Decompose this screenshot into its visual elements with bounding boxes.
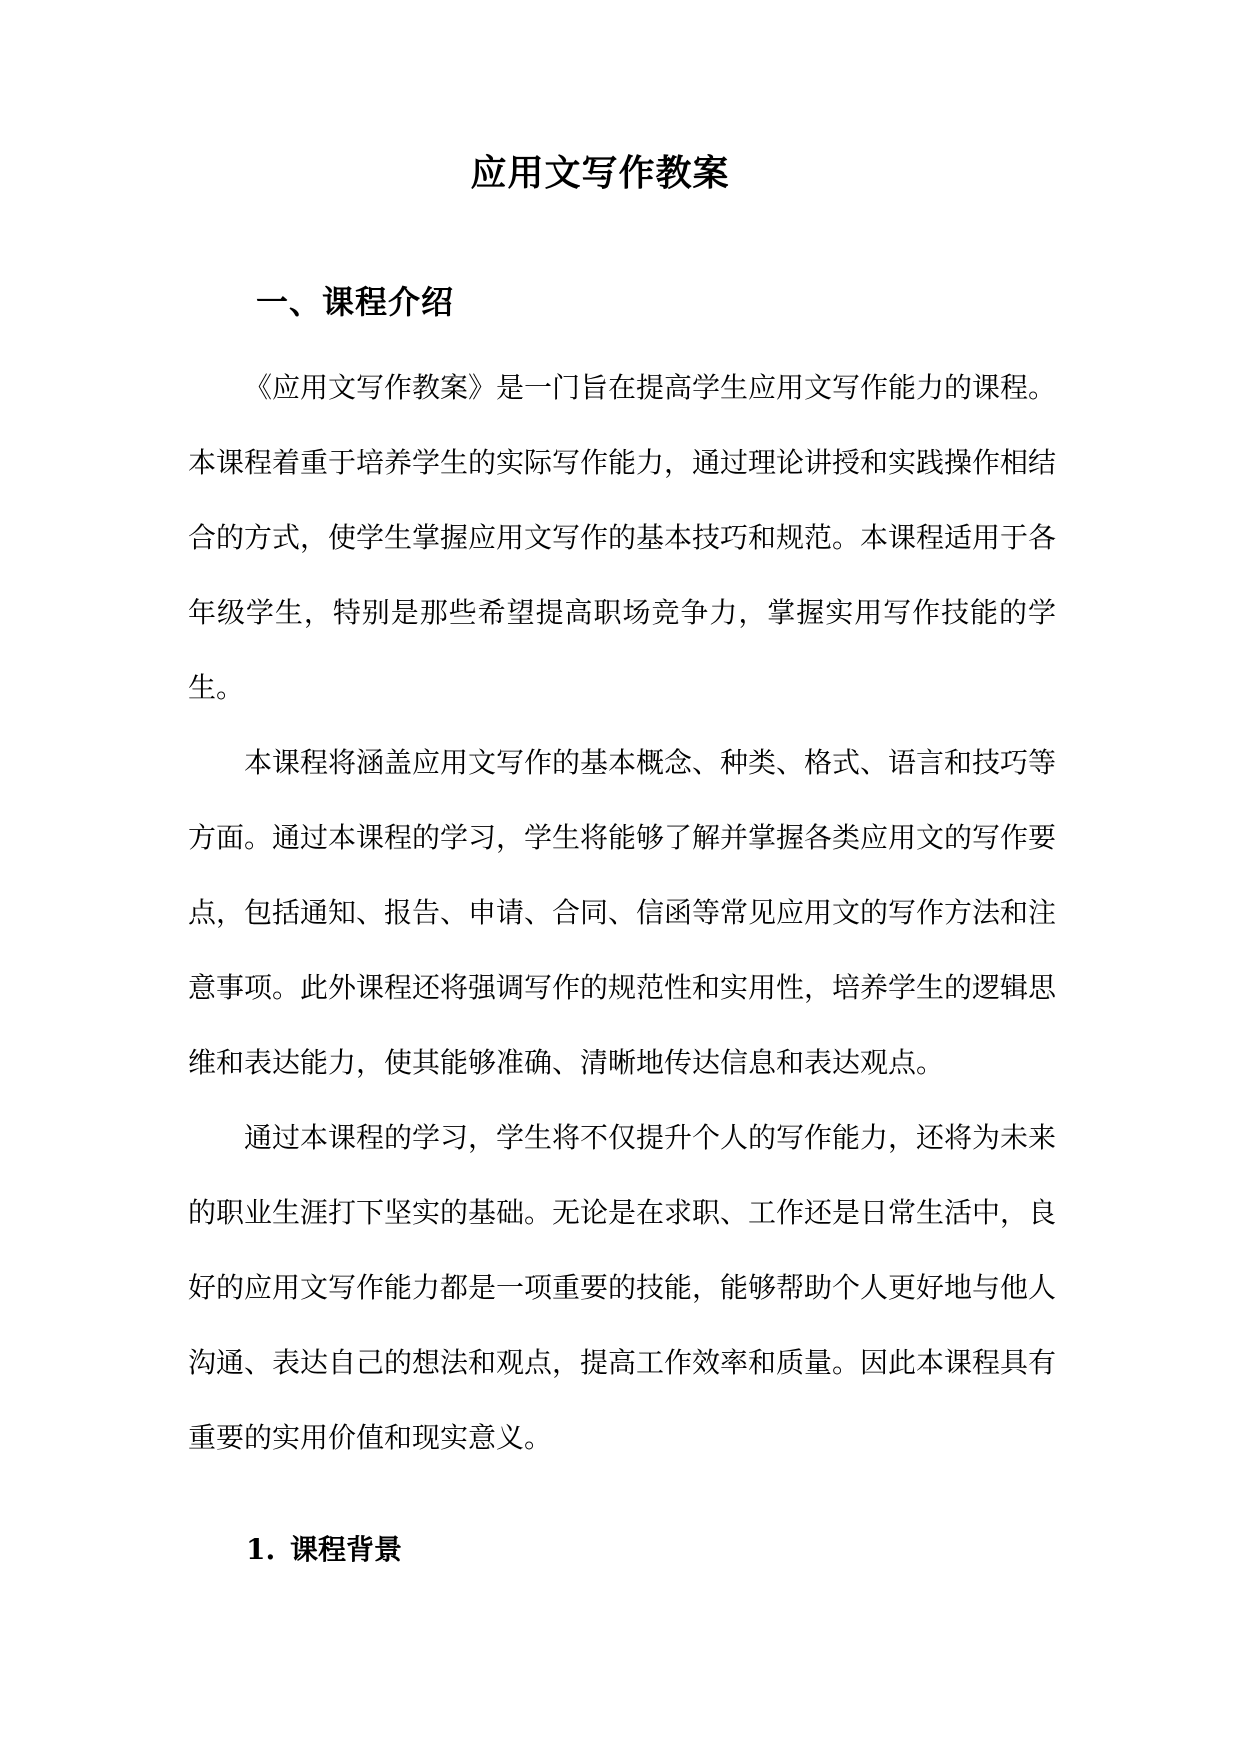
- paragraph-1: 《应用文写作教案》是一门旨在提高学生应用文写作能力的课程。本课程着重于培养学生的实际写作能力，通过理论讲授和实践操作相结合的方式，使学生掌握应用文写作的基本技巧和规范。本课程适用于各年级学生，特别是那些希望提高职场竞争力，掌握实用写作技能的学生。: [188, 371, 1057, 704]
- section-heading-course-intro: 一、课程介绍: [256, 283, 455, 321]
- paragraph-3: 通过本课程的学习，学生将不仅提升个人的写作能力，还将为未来的职业生涯打下坚实的基础。无论是在求职、工作还是日常生活中，良好的应用文写作能力都是一项重要的技能，能够帮助个人更好地与他人沟通、表达自己的想法和观点，提高工作效率和质量。因此本课程具有重要的实用价值和现实意义。: [188, 1121, 1057, 1454]
- paragraph-2: 本课程将涵盖应用文写作的基本概念、种类、格式、语言和技巧等方面。通过本课程的学习，学生将能够了解并掌握各类应用文的写作要点，包括通知、报告、申请、合同、信函等常见应用文的写作方法和注意事项。此外课程还将强调写作的规范性和实用性，培养学生的逻辑思维和表达能力，使其能够准确、清晰地传达信息和表达观点。: [188, 746, 1057, 1079]
- subsection-heading-course-background: [246, 1529, 402, 1571]
- subsection-title: 课程背景: [290, 1533, 403, 1566]
- subsection-number: 1.: [246, 1533, 276, 1566]
- document-title: 应用文写作教案: [470, 152, 730, 194]
